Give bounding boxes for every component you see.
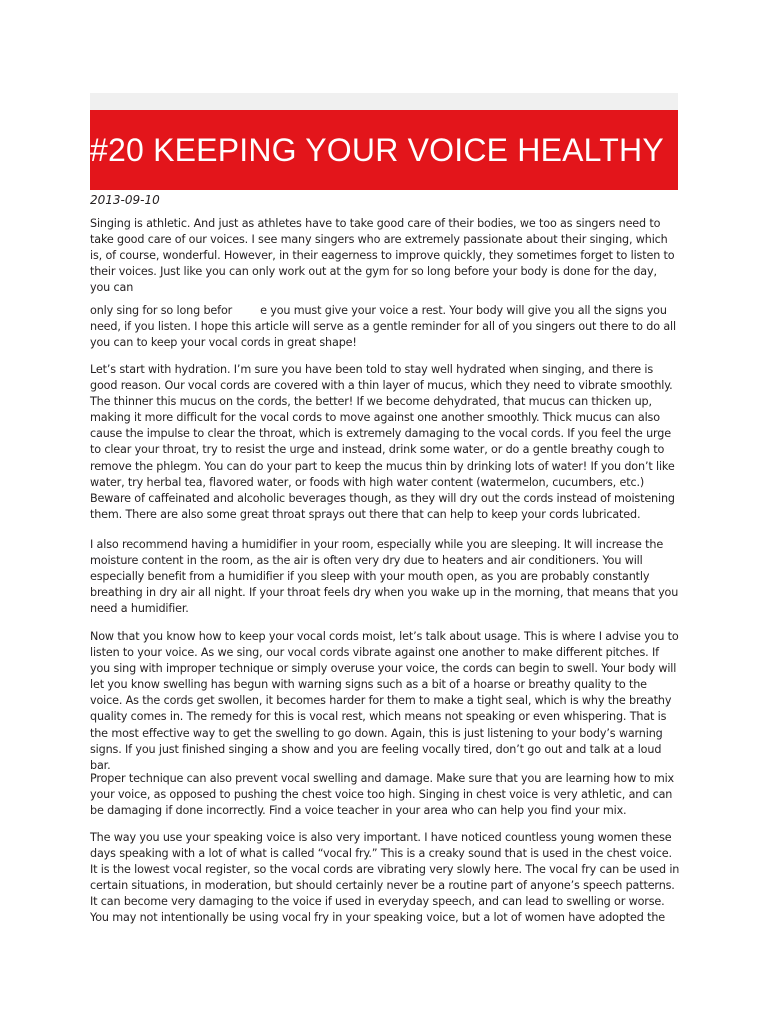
paragraph-technique: Proper technique can also prevent vocal swelling and damage. Make sure that you are learning how to mix your voice, as opposed to pushing the chest voice too high. Singing in chest voice is very athletic, and can be damaging if done incorrectly. Find a voice teacher in your area who can help you find your mix. (90, 772, 675, 818)
top-bar (90, 93, 678, 110)
paragraph-intro-continued (90, 303, 680, 351)
post-date: 2013-09-10 (90, 193, 160, 207)
paragraph-intro: Singing is athletic. And just as athletes have to take good care of their bodies, we too as singers need to take good care of our voices. I see many singers who are extremely passionate about their singing, which is, of course, wonderful. However, in their eagerness to improve quickly, they sometimes forget to listen to their voices. Just like you can only work out at the gym for so long before your body is done for the day, you can (90, 217, 675, 295)
paragraph-intro-continued-start: only sing for so long befor (90, 304, 233, 317)
paragraph-hydration: Let’s start with hydration. I’m sure you have been told to stay well hydrated when singing, and there is good reason. Our vocal cords are covered with a thin layer of mucus, which they need to vibrate smoothly. The thinner this mucus on the cords, the better! If we become dehydrated, that mucus can thicken up, making it more difficult for the vocal cords to move against one another smoothly. Thick mucus can also cause the impulse to clear the throat, which is extremely damaging to the vocal cords. If you feel the urge to clear your throat, try to resist the urge and instead, drink some water, or do a gentle breathy cough to remove the phlegm. You can do your part to keep the mucus thin by drinking lots of water! If you don’t like water, try herbal tea, flavored water, or foods with high water content (watermelon, cucumbers, etc.) Beware of caffeinated and alcoholic beverages though, as they will dry out the cords instead of moistening them. There are also some great throat sprays out there that can help to keep your cords lubricated. (90, 363, 675, 521)
title-banner (90, 110, 678, 190)
paragraph-usage: Now that you know how to keep your vocal cords moist, let’s talk about usage. This is where I advise you to listen to your voice. As we sing, our vocal cords vibrate against one another to make different pitches. If you sing with improper technique or simply overuse your voice, the cords can begin to swell. Your body will let you know swelling has begun with warning signs such as a bit of a hoarse or breathy quality to the voice. As the cords get swollen, it becomes harder for them to make a tight seal, which is why the breathy quality comes in. The remedy for this is vocal rest, which means not speaking or even whispering. That is the most effective way to get the swelling to go down. Again, this is just listening to your body’s warning signs. If you just finished singing a show and you are feeling vocally tired, don’t go out and talk at a loud bar. (90, 630, 679, 772)
paragraph-intro-continued-rest: e you must give your voice a rest. Your body will give you all the signs you need, if you listen. I hope this article will serve as a gentle reminder for all of you singers out there to do all you can to keep your vocal cords in great shape! (90, 304, 676, 350)
paragraph-speaking-voice: The way you use your speaking voice is also very important. I have noticed countless young women these days speaking with a lot of what is called “vocal fry.” This is a creaky sound that is used in the chest voice. It is the lowest vocal register, so the vocal cords are vibrating very slowly here. The vocal fry can be used in certain situations, in moderation, but should certainly never be a routine part of anyone’s speech patterns. It can become very damaging to the voice if used in everyday speech, and can lead to swelling or worse. You may not intentionally be using vocal fry in your speaking voice, but a lot of women have adopted the (90, 831, 680, 925)
paragraph-humidifier: I also recommend having a humidifier in your room, especially while you are sleeping. It will increase the moisture content in the room, as the air is often very dry due to heaters and air conditioners. You will especially benefit from a humidifier if you sleep with your mouth open, as you are probably constantly breathing in dry air all night. If your throat feels dry when you wake up in the morning, that means that you need a humidifier. (90, 538, 679, 616)
page-title: #20 KEEPING YOUR VOICE HEALTHY (90, 132, 664, 168)
